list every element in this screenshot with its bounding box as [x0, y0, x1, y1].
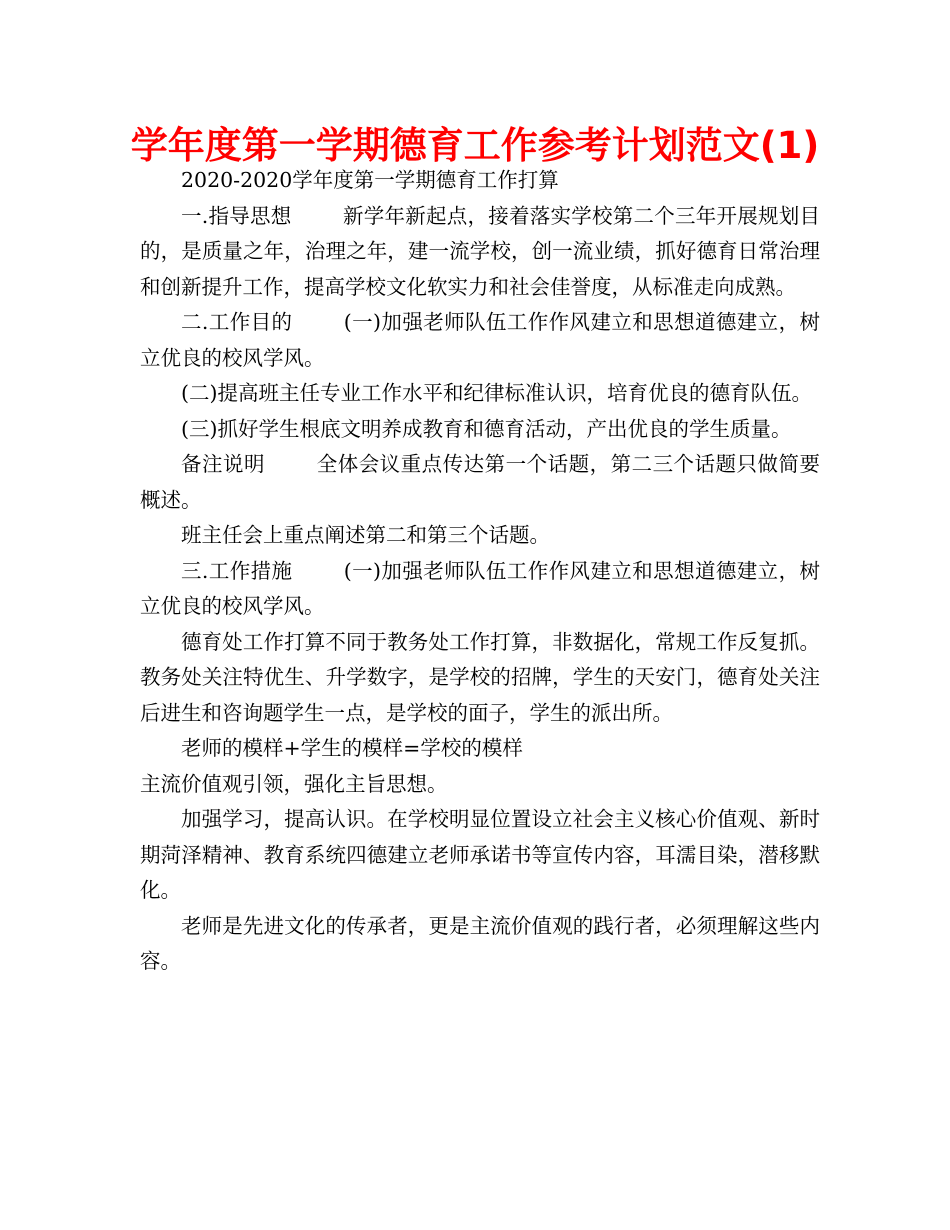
- section-heading: 一.指导思想: [181, 203, 292, 228]
- paragraph: (二)提高班主任专业工作水平和纪律标准认识，培育优良的德育队伍。: [181, 381, 812, 405]
- section-text: (一)加强老师队伍工作作风建立和思想道德建立，树立优良的校风学风。: [140, 310, 820, 370]
- document-title: 学年度第一学期德育工作参考计划范文(1): [130, 124, 820, 167]
- paragraph: 老师是先进文化的传承者，更是主流价值观的践行者，必须理解这些内容。: [140, 913, 820, 973]
- paragraph: 老师的模样+学生的模样=学校的模样: [181, 736, 523, 760]
- paragraph: 德育处工作打算不同于教务处工作打算，非数据化，常规工作反复抓。教务处关注特优生、升学数字，是学校的招牌，学生的天安门，德育处关注后进生和咨询题学生一点，是学校的面子，学生的派出所。: [140, 629, 820, 725]
- paragraph: 班主任会上重点阐述第二和第三个话题。: [181, 523, 550, 547]
- section-heading: 三.工作措施: [181, 558, 293, 583]
- note-text: 全体会议重点传达第一个话题，第二三个话题只做简要概述。: [140, 452, 821, 512]
- document-body: [140, 163, 820, 980]
- paragraph: 主流价值观引领，强化主旨思想。: [140, 771, 448, 796]
- document-subtitle: 2020-2020学年度第一学期德育工作打算: [181, 168, 559, 192]
- section-guiding-thought: [140, 199, 820, 306]
- section-work-measures: [140, 554, 820, 625]
- paragraph: 加强学习，提高认识。在学校明显位置设立社会主义核心价值观、新时期菏泽精神、教育系统四德建立老师承诺书等宣传内容，耳濡目染，潜移默化。: [140, 807, 820, 902]
- note-paragraph: [140, 447, 820, 518]
- section-work-goal: [140, 305, 820, 376]
- section-text: (一)加强老师队伍工作作风建立和思想道德建立，树立优良的校风学风。: [140, 558, 820, 618]
- paragraph: (三)抓好学生根底文明养成教育和德育活动，产出优良的学生质量。: [181, 416, 792, 441]
- section-text: 新学年新起点，接着落实学校第二个三年开展规划目的，是质量之年，治理之年，建一流学校，创一流业绩，抓好德育日常治理和创新提升工作，提高学校文化软实力和社会佳誉度，从标准走向成熟。: [140, 203, 820, 299]
- section-heading: 二.工作目的: [181, 310, 293, 334]
- note-heading: 备注说明: [181, 452, 265, 476]
